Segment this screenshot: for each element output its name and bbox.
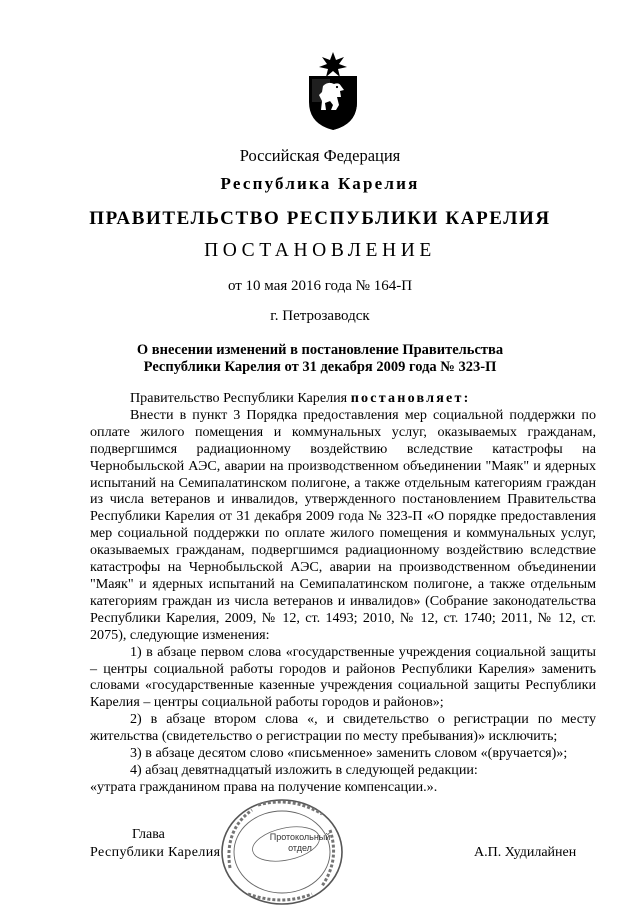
amendment-item-3: 3) в абзаце десятом слово «письменное» заменить словом «(вручается)»;: [130, 745, 568, 762]
federation-title: Российская Федерация: [239, 146, 401, 165]
intro-text: Правительство Республики Карелия: [130, 390, 351, 406]
stamp-label: [264, 832, 336, 854]
signature-org: Республики Карелия: [90, 845, 221, 860]
intro-verb: постановляет:: [350, 390, 471, 406]
amendment-item-4: 4) абзац девятнадцатый изложить в следующей редакции:: [130, 761, 478, 778]
document-date-number: от 10 мая 2016 года № 164-П: [227, 278, 413, 294]
republic-title: Республика Карелия: [220, 174, 420, 193]
document-body: [90, 390, 596, 796]
karelia-coat-of-arms-icon: [303, 50, 363, 132]
document-subject: [0, 342, 640, 376]
stamp-line: отдел: [288, 843, 312, 853]
document-city: г. Петрозаводск: [270, 308, 370, 324]
stamp-line: Протокольный: [269, 832, 331, 842]
amendment-item-4-quote: «утрата гражданином права на получение компенсации.».: [90, 778, 438, 795]
subject-line: О внесении изменений в постановление Правительства: [136, 342, 504, 358]
document-type: ПОСТАНОВЛЕНИЕ: [204, 240, 436, 261]
intro-paragraph: [90, 390, 596, 407]
signature-role: Глава: [132, 827, 165, 842]
government-title: ПРАВИТЕЛЬСТВО РЕСПУБЛИКИ КАРЕЛИЯ: [89, 208, 551, 229]
signatory-name: А.П. Худилайнен: [474, 845, 577, 860]
amendment-item-2: 2) в абзаце втором слова «, и свидетельство о регистрации по месту жительства (свидетельство о регистрации по месту пребывания)» исключить;: [90, 711, 596, 745]
subject-line: Республики Карелия от 31 декабря 2009 года № 323-П: [143, 359, 497, 375]
amendment-item-1: 1) в абзаце первом слова «государственные учреждения социальной защиты – центры социальной работы городов и районов Республики Карелия» заменить словами «государственные казенные учреждения социальной защиты Республики Карелия – центры социальной работы городов и районов»;: [90, 643, 596, 711]
main-paragraph: Внести в пункт 3 Порядка предоставления мер социальной поддержки по оплате жилого помещения и коммунальных услуг, оказываемых гражданам, подвергшимся радиационному воздействию вследствие катастрофы на Чернобыльской АЭС, аварии на производственном объединении "Маяк" и ядерных испытаний на Семипалатинском полигоне, а также отдельным категориям граждан из числа ветеранов и инвалидов, утвержденного постановлением Правительства Республики Карелия от 31 декабря 2009 года № 323-П «О порядке предоставления мер социальной поддержки по оплате жилого помещения и коммунальных услуг, оказываемых гражданам, подвергшимся радиационному воздействию вследствие катастрофы на Чернобыльской АЭС, аварии на производственном объединении "Маяк" и ядерных испытаний на Семипалатинском полигоне, а также отдельным категориям граждан из числа ветеранов и инвалидов» (Собрание законодательства Республики Карелия, 2009, № 12, ст. 1493; 2010, № 12, ст. 1740; 2011, № 12, ст. 2075), следующие изменения:: [90, 406, 596, 643]
